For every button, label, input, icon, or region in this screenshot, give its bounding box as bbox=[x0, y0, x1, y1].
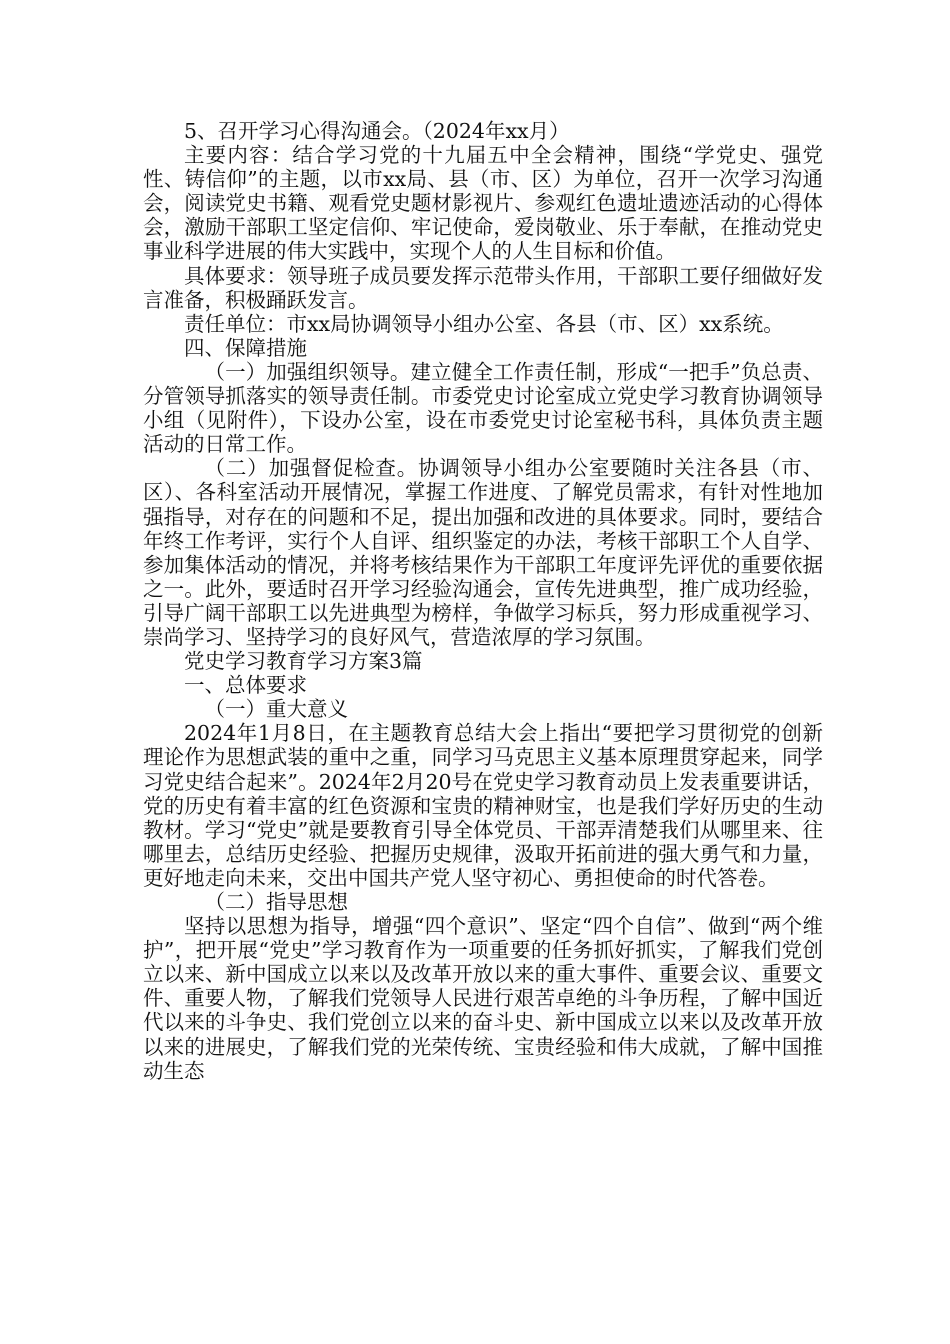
paragraph-organization: （一）加强组织领导。建立健全工作责任制，形成“一把手”负总责、分管领导抓落实的领导责任制。市委党史讨论室成立党史学习教育协调领导小组（见附件），下设办公室，设在市委党史讨论室秘书科，具体负责主题活动的日常工作。 bbox=[143, 359, 823, 457]
document-title: 党史学习教育学习方案3篇 bbox=[184, 649, 423, 674]
section-heading: 四、保障措施 bbox=[184, 335, 307, 360]
paragraph-requirements: 具体要求：领导班子成员要发挥示范带头作用，干部职工要仔细做好发言准备，积极踊跃发言。 bbox=[143, 263, 823, 312]
subsection-heading: （一）重大意义 bbox=[204, 697, 348, 722]
section-heading: 一、总体要求 bbox=[184, 673, 307, 698]
subsection-heading: （二）指导思想 bbox=[204, 890, 348, 914]
document-body bbox=[143, 119, 823, 1083]
paragraph-main-content: 主要内容：结合学习党的十九届五中全会精神，围绕“学党史、强党性、铸信仰”的主题，以市xx局、县（市、区）为单位，召开一次学习沟通会，阅读党史书籍、观看党史题材影视片、参观红色遗址遗迹活动的心得体会，激励干部职工坚定信仰、牢记使命，爱岗敬业、乐于奉献，在推动党史事业科学进展的伟大实践中，实现个人的人生目标和价值。 bbox=[143, 143, 823, 264]
paragraph-significance: 2024年1月8日，在主题教育总结大会上指出“要把学习贯彻党的创新理论作为思想武装的重中之重，同学习马克思主义基本原理贯穿起来，同学习党史结合起来”。2024年2月20号在党史学习教育动员上发表重要讲话，党的历史有着丰富的红色资源和宝贵的精神财宝，也是我们学好历史的生动教材。学习“党史”就是要教育引导全体党员、干部弄清楚我们从哪里来、往哪里去，总结历史经验、把握历史规律，汲取开拓前进的强大勇气和力量，更好地走向未来，交出中国共产党人坚守初心、勇担使命的时代答卷。 bbox=[143, 721, 823, 890]
paragraph-supervision: （二）加强督促检查。协调领导小组办公室要随时关注各县（市、区）、各科室活动开展情况，掌握工作进度、了解党员需求，有针对性地加强指导，对存在的问题和不足，提出加强和改进的具体要求。同时，要结合年终工作考评，实行个人自评、组织鉴定的办法，考核干部职工个人自学、参加集体活动的情况，并将考核结果作为干部职工年度评先评优的重要依据之一。此外，要适时召开学习经验沟通会，宣传先进典型，推广成功经验，引导广阔干部职工以先进典型为榜样，争做学习标兵，努力形成重视学习、崇尚学习、坚持学习的良好风气，营造浓厚的学习氛围。 bbox=[143, 456, 823, 649]
paragraph-guiding-thought: 坚持以思想为指导，增强“四个意识”、坚定“四个自信”、做到“两个维护”，把开展“党史”学习教育作为一项重要的任务抓好抓实，了解我们党创立以来、新中国成立以来以及改革开放以来的重大事件、重要会议、重要文件、重要人物，了解我们党领导人民进行艰苦卓绝的斗争历程，了解中国近代以来的斗争史、我们党创立以来的奋斗史、新中国成立以来以及改革开放以来的进展史，了解我们党的光荣传统、宝贵经验和伟大成就，了解中国推动生态 bbox=[143, 914, 823, 1083]
section-heading: 5、召开学习心得沟通会。（2024年xx月） bbox=[184, 119, 570, 143]
paragraph-responsible-unit: 责任单位：市xx局协调领导小组办公室、各县（市、区）xx系统。 bbox=[184, 311, 784, 336]
